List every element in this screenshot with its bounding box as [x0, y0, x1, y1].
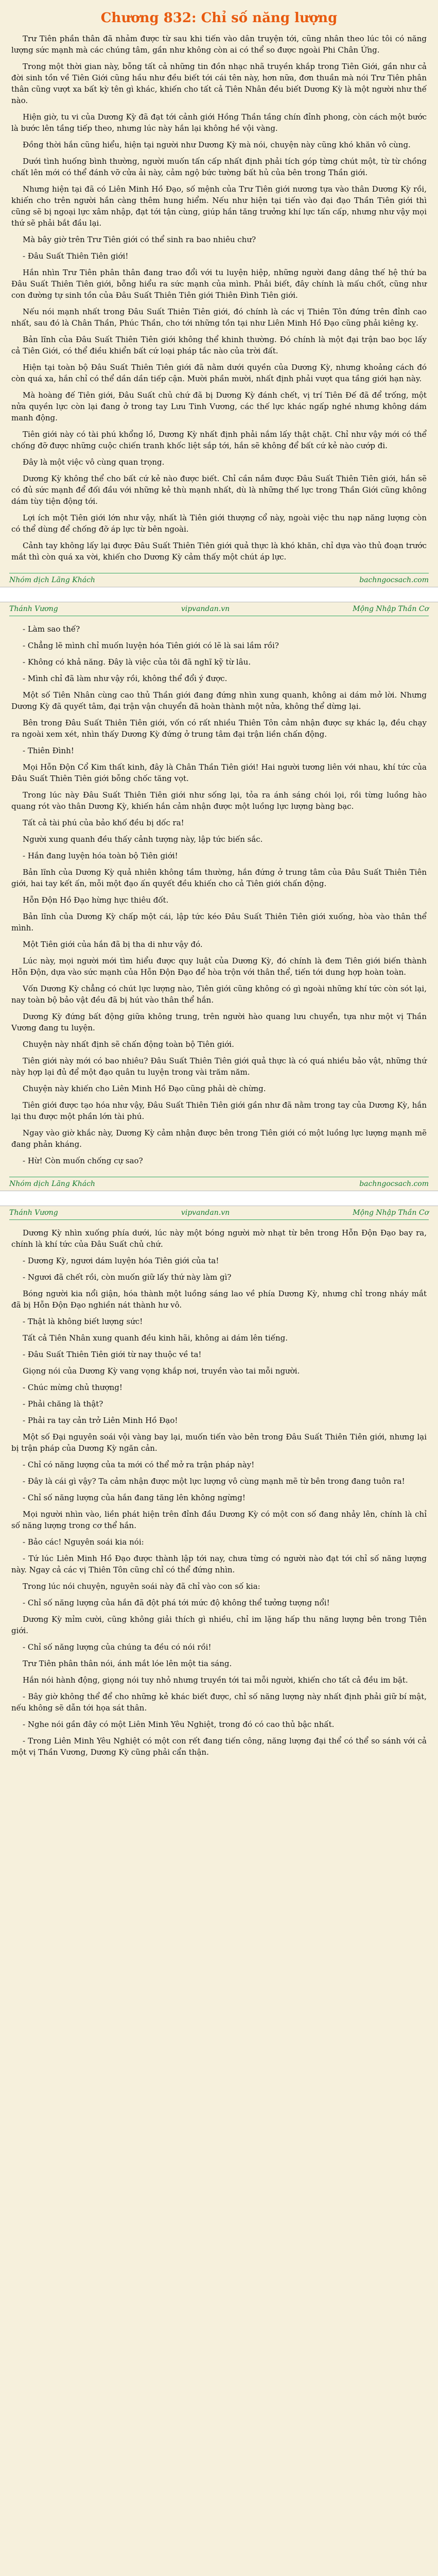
paragraph: - Phải ra tay cản trở Liên Minh Hồ Đạo! [23, 1416, 178, 1425]
paragraph: Người xung quanh đều thấy cảnh tượng này, lập tức biến sắc. [23, 835, 263, 844]
paragraph: Nếu nói mạnh nhất trong Đâu Suất Thiên Tiên giới, đó chính là các vị Thiên Tôn đứng trên đỉnh cao nhất, sau đó là Chân Thần, Phúc Thần, cho tới những tồn tại như Liên Minh Hồ Đạo cũng phải kiêng kỵ. [11, 307, 427, 328]
paragraph: - Trong Liên Minh Yêu Nghiệt có một con rết đang tiến công, năng lượng đại thể có thể so sánh với cả một vị Thần Vương, Dương Kỳ cũng phải cẩn thận. [11, 1736, 427, 1757]
paragraph: - Hắn đang luyện hóa toàn bộ Tiên giới! [23, 851, 178, 860]
paragraph: - Không có khả năng. Đây là việc của tôi đã nghĩ kỹ từ lâu. [23, 657, 251, 667]
paragraph: Cảnh tay không lấy lại được Đâu Suất Thiên Tiên giới quả thực là khó khăn, chỉ dựa vào thủ đoạn trước mắt thì còn quá xa vời, khiến cho Dương Kỳ cảm thấy một chút áp lực. [11, 541, 427, 562]
paragraph-list [11, 623, 427, 1166]
paragraph: Chuyện này khiến cho Liên Minh Hồ Đạo cũng phải dè chừng. [23, 1084, 266, 1093]
paragraph: - Chúc mừng chủ thượng! [23, 1383, 122, 1392]
paragraph: Mọi người nhìn vào, liền phát hiện trên đỉnh đầu Dương Kỳ có một con số đang nhảy lên, chính là chỉ số năng lượng trong cơ thể hắn. [11, 1510, 427, 1530]
footer-right: Mộng Nhập Thần Cơ [353, 605, 429, 613]
footer-right: Mộng Nhập Thần Cơ [353, 1209, 429, 1217]
paragraph: - Chỉ có năng lượng của ta mới có thể mở ra trận pháp này! [23, 1460, 255, 1469]
paragraph: Một Tiên giới của hắn đã bị tha di như vậy đó. [23, 940, 203, 949]
paragraph: Hắn nói hành động, giọng nói tuy nhỏ nhưng truyền tới tai mỗi người, khiến cho tất cả đều im bặt. [23, 1675, 408, 1685]
page-block-1 [0, 0, 438, 573]
paragraph: Bên trong Đâu Suất Thiên Tiên giới, vốn có rất nhiều Thiên Tôn cảm nhận được sự khác lạ, đều chạy ra ngoài xem xét, nhìn thấy Dương Kỳ đứng ở trung tâm đại trận liền chấn động. [11, 718, 427, 739]
paragraph: - Chẳng lẽ mình chỉ muốn luyện hóa Tiên giới có lẽ là sai lầm rồi? [23, 641, 279, 650]
paragraph: Dương Kỳ nhìn xuống phía dưới, lúc này một bóng người mờ nhạt từ bên trong Hỗn Độn Đạo bay ra, chính là khí tức của Đâu Suất chủ chứ. [11, 1228, 427, 1249]
paragraph: Mọi Hỗn Độn Cổ Kim thất kinh, đây là Chân Thần Tiên giới! Hai người tương liên với nhau, khí tức của Đâu Suất Thiên Tiên giới bỗng chốc tăng vọt. [11, 762, 427, 783]
paragraph: - Chỉ số năng lượng của chúng ta đều có nói rồi! [23, 1642, 212, 1652]
paragraph: Dương Kỳ đứng bất động giữa không trung, trên người hào quang lưu chuyển, tựa như một vị Thần Vương đang tu luyện. [11, 1012, 427, 1032]
header-left: Nhóm dịch Lãng Khách [9, 576, 95, 584]
paragraph: - Đây là cái gì vậy? Ta cảm nhận được một lực lượng vô cùng mạnh mẽ từ bên trong đang tuôn ra! [23, 1477, 405, 1486]
header-left: Nhóm dịch Lãng Khách [9, 1180, 95, 1188]
paragraph: - Bây giờ không thể để cho những kẻ khác biết được, chỉ số năng lượng này nhất định phải giữ bí mật, nếu không sẽ dẫn tới họa sát thân. [11, 1692, 427, 1713]
paragraph: - Bảo các! Nguyên soái kia nói: [23, 1537, 144, 1547]
paragraph: - Chỉ số năng lượng của hắn đang tăng lên không ngừng! [23, 1493, 246, 1502]
page-block-2 [0, 616, 438, 1177]
paragraph: Bản lĩnh của Dương Kỳ chấp một cái, lập tức kéo Đâu Suất Thiên Tiên giới xuống, hòa vào thân thể mình. [11, 912, 427, 933]
paragraph: Trong lúc nói chuyện, nguyên soái này đã chỉ vào con số kia: [23, 1582, 260, 1591]
header-right: bachngocsach.com [359, 576, 429, 584]
paragraph: Ngay vào giờ khắc này, Dương Kỳ cảm nhận được bên trong Tiên giới có một luồng lực lượng mạnh mẽ đang phản kháng. [11, 1128, 427, 1149]
paragraph: Mà hoàng đế Tiên giới, Đâu Suất chủ chứ đã bị Dương Kỳ đánh chết, vị trí Tiên Đế đã để trống, một nửa quyền lực còn lại đang ở trong tay Lưu Tinh Vương, các thế lực khác ngấp nghé nhưng không dám manh động. [11, 391, 427, 422]
paragraph: - Đâu Suất Thiên Tiên giới! [23, 251, 129, 261]
paragraph: Hiện tại toàn bộ Đâu Suất Thiên Tiên giới đã nằm dưới quyền của Dương Kỳ, nhưng khoảng cách đó còn quá xa, hắn chỉ có thể dần dần tiếp cận. Mười phần mười, nhất định phải vượt qua tầng giới hạn này. [11, 363, 427, 383]
paragraph: Chuyện này nhất định sẽ chấn động toàn bộ Tiên giới. [23, 1040, 234, 1049]
paragraph: - Chỉ số năng lượng của hắn đã đột phá tới mức độ không thể tưởng tượng nổi! [23, 1598, 330, 1607]
paragraph: Trong lúc này Đâu Suất Thiên Tiên giới như sống lại, tỏa ra ánh sáng chói lọi, rồi từng luồng hào quang rót vào thân Dương Kỳ, khiến hắn cảm nhận được một luồng lực lượng bàng bạc. [11, 790, 427, 811]
paragraph: Trong một thời gian này, bỗng tất cả những tin đồn nhạc nhã truyền khắp trong Tiên Giới, gần như cả đời sinh tồn về Tiên Giới cũng hầu như đều biết tới cái tên này, hơn nữa, đơn thuần mà nói Trư Tiên phân thân cũng vượt xa bất kỳ tên gì khác, khiến cho tất cả Tiên Nhân đều biết Dương Kỳ là một người như thế nào. [11, 62, 427, 105]
paragraph: Hắn nhìn Trư Tiên phân thân đang trao đổi với tu luyện hiệp, những người đang dâng thế hệ thứ ba Đâu Suất Thiên Tiên giới, bỗng hiểu ra sức mạnh của mình. Phải biết, đây chính là mấu chốt, cũng như con đường tự sinh tồn của Đâu Suất Thiên Tiên giới Thiên Đình Tiên giới. [11, 268, 427, 300]
paragraph: Bóng người kia nổi giận, hóa thành một luồng sáng lao về phía Dương Kỳ, nhưng chỉ trong nháy mắt đã bị Hỗn Độn Đạo nghiền nát thành hư vô. [11, 1289, 427, 1310]
footer-center: vipvandan.vn [181, 605, 230, 613]
header-right: bachngocsach.com [359, 1180, 429, 1188]
paragraph: - Thiên Đình! [23, 746, 74, 755]
page-gap [0, 587, 438, 602]
paragraph: Một số Tiên Nhân cùng cao thủ Thần giới đang đứng nhìn xung quanh, không ai dám mở lời. Nhưng Dương Kỳ đã quyết tâm, đại trận vận chuyển đã hoàn thành một nửa, không thể dừng lại. [11, 690, 427, 711]
paragraph: Dưới tình huống bình thường, người muốn tấn cấp nhất định phải tích góp từng chút một, từ từ chồng chất lên mới có thể đánh vỡ cửa ải này, cảm ngộ bức tường bất hủ của bên trong Thần giới. [11, 157, 427, 177]
page-block-3 [0, 1220, 438, 1768]
footer-center: vipvandan.vn [181, 1209, 230, 1217]
paragraph: Mà bây giờ trên Trư Tiên giới có thể sinh ra bao nhiêu chư? [23, 235, 256, 244]
paragraph: - Dương Kỳ, ngươi dám luyện hóa Tiên giới của ta! [23, 1256, 219, 1265]
paragraph: Một số Đại nguyên soái vội vàng bay lại, muốn tiến vào bên trong Đâu Suất Thiên Tiên giới, nhưng lại bị trận pháp của Dương Kỳ ngăn cản. [11, 1432, 427, 1453]
paragraph: Trư Tiên phần thân đã nhảm được từ sau khi tiến vào dân truyện tới, cũng nhân theo lúc tôi có năng lượng sức mạnh mà các chúng tâm, gần như không còn ai có thể so được ngoài Phi Chân Ứng. [11, 34, 427, 55]
paragraph: Lúc này, mọi người mới tìm hiểu được quy luật của Dương Kỳ, đó chính là đem Tiên giới biến thành Hỗn Độn, dựa vào sức mạnh của Hỗn Độn Đạo để hòa trộn với thân thể, tiến tới dung hợp hoàn toàn. [11, 956, 427, 977]
paragraph: Dương Kỳ mỉm cười, cũng không giải thích gì nhiều, chỉ im lặng hấp thu năng lượng bên trong Tiên giới. [11, 1615, 427, 1635]
paragraph: - Làm sao thế? [23, 624, 80, 634]
paragraph: - Phải chăng là thật? [23, 1399, 103, 1409]
paragraph: Bản lĩnh của Đâu Suất Thiên Tiên giới không thể khinh thường. Đó chính là một đại trận bao bọc lấy cả Tiên Giới, có thể điều khiển bất cứ loại pháp tắc nào của trời đất. [11, 335, 427, 355]
page-header [0, 573, 438, 587]
page-footer [0, 1206, 438, 1219]
paragraph: Tiên giới được tạo hóa như vậy, Đâu Suất Thiên Tiên giới gần như đã nằm trong tay của Dương Kỳ, hắn lại thu được một phần lớn tài phú. [11, 1100, 427, 1121]
paragraph: Tiên giới này có tài phú khổng lồ, Dương Kỳ nhất định phải nắm lấy thật chặt. Chỉ như vậy mới có thể chống đỡ được những cuộc chiến tranh khốc liệt sắp tới, hắn sẽ không để bất cứ kẻ nào cướp đi. [11, 430, 427, 450]
paragraph: Trư Tiên phân thân nói, ánh mắt lóe lên một tia sáng. [23, 1659, 232, 1668]
paragraph: Hiện giờ, tu vi của Dương Kỳ đã đạt tới cảnh giới Hồng Thần tầng chín đỉnh phong, còn cách một bước là bước lên tầng tiếp theo, nhưng lúc này hắn lại không hề vội vàng. [11, 112, 427, 133]
paragraph: Tất cả Tiên Nhân xung quanh đều kinh hãi, không ai dám lên tiếng. [23, 1333, 288, 1343]
paragraph: Hỗn Độn Hồ Đạo hừng hực thiêu đốt. [23, 895, 169, 905]
page-header [0, 1177, 438, 1191]
paragraph: - Tứ lúc Liên Minh Hồ Đạo được thành lập tới nay, chưa từng có người nào đạt tới chỉ số năng lượng này. Ngay cả các vị Thiên Tôn cũng chỉ có thể đứng nhìn. [11, 1554, 427, 1574]
chapter-title: Chương 832: Chỉ số năng lượng [100, 10, 338, 26]
paragraph: Nhưng hiện tại đã có Liên Minh Hồ Đạo, số mệnh của Trư Tiên giới nương tựa vào thân Dương Kỳ rồi, khiến cho trên người hắn càng thêm hung hiểm. Nếu như hiện tại tiến vào đại đạo Thần Tiên giới thì cũng sẽ bị ngoại lực xâm nhập, đạt tới tận cùng, giúp hắn tăng trưởng khí lực tấn cấp, nhưng như vậy mọi thứ sẽ phải bắt đầu lại. [11, 184, 427, 228]
paragraph: - Đâu Suất Thiên Tiên giới từ nay thuộc về ta! [23, 1350, 202, 1359]
paragraph: Tất cả tài phú của bảo khố đều bị dốc ra! [23, 818, 184, 827]
paragraph: Lợi ích một Tiên giới lớn như vậy, nhất là Tiên giới thượng cổ này, ngoài việc thu nạp năng lượng còn có thể dùng để chống đỡ áp lực từ bên ngoài. [11, 513, 427, 534]
paragraph: Vốn Dương Kỳ chẳng có chút lực lượng nào, Tiên giới cũng không có gì ngoài những khí tức còn sót lại, nay toàn bộ bảo vật đều đã bị hút vào thân thể hắn. [11, 984, 427, 1005]
paragraph-list [11, 33, 427, 563]
page-gap [0, 1191, 438, 1206]
paragraph: Đây là một việc vô cùng quan trọng. [23, 457, 165, 467]
paragraph: Dương Kỳ không thể cho bất cứ kẻ nào được biết. Chỉ cần nắm được Đâu Suất Thiên Tiên giới, hắn sẽ có đủ sức mạnh để đối đầu với những kẻ thù mạnh nhất, dù là những thế lực trong Thần Giới cũng không dám tùy tiện động tới. [11, 474, 427, 506]
paragraph: - Nghe nói gần đây có một Liên Minh Yêu Nghiệt, trong đó có cao thủ bậc nhất. [23, 1720, 335, 1729]
paragraph: Giọng nói của Dương Kỳ vang vọng khắp nơi, truyền vào tai mỗi người. [23, 1366, 300, 1376]
paragraph: Bản lĩnh của Dương Kỳ quả nhiên không tầm thường, hắn đứng ở trung tâm của Đâu Suất Thiên Tiên giới, hai tay kết ấn, mỗi một đạo ấn quyết đều khiến cho cả Tiên giới chấn động. [11, 868, 427, 888]
paragraph: Đồng thời hắn cũng hiểu, hiện tại người như Dương Kỳ mà nói, chuyện này cũng khó khăn vô cùng. [23, 140, 411, 149]
paragraph: - Mình chỉ đã làm như vậy rồi, không thể đổi ý được. [23, 674, 227, 683]
paragraph: - Hừ! Còn muốn chống cự sao? [23, 1156, 143, 1165]
paragraph-list [11, 1227, 427, 1758]
paragraph: - Ngươi đã chết rồi, còn muốn giữ lấy thứ này làm gì? [23, 1273, 232, 1282]
footer-left: Thánh Vương [9, 605, 58, 613]
paragraph: Tiên giới này mới có bao nhiêu? Đâu Suất Thiên Tiên giới quả thực là có quá nhiều bảo vật, những thứ này hợp lại đủ để một đạo quân tu luyện trong vài trăm năm. [11, 1056, 427, 1077]
paragraph: - Thật là không biết lượng sức! [23, 1317, 143, 1326]
footer-left: Thánh Vương [9, 1209, 58, 1217]
page-footer [0, 602, 438, 616]
